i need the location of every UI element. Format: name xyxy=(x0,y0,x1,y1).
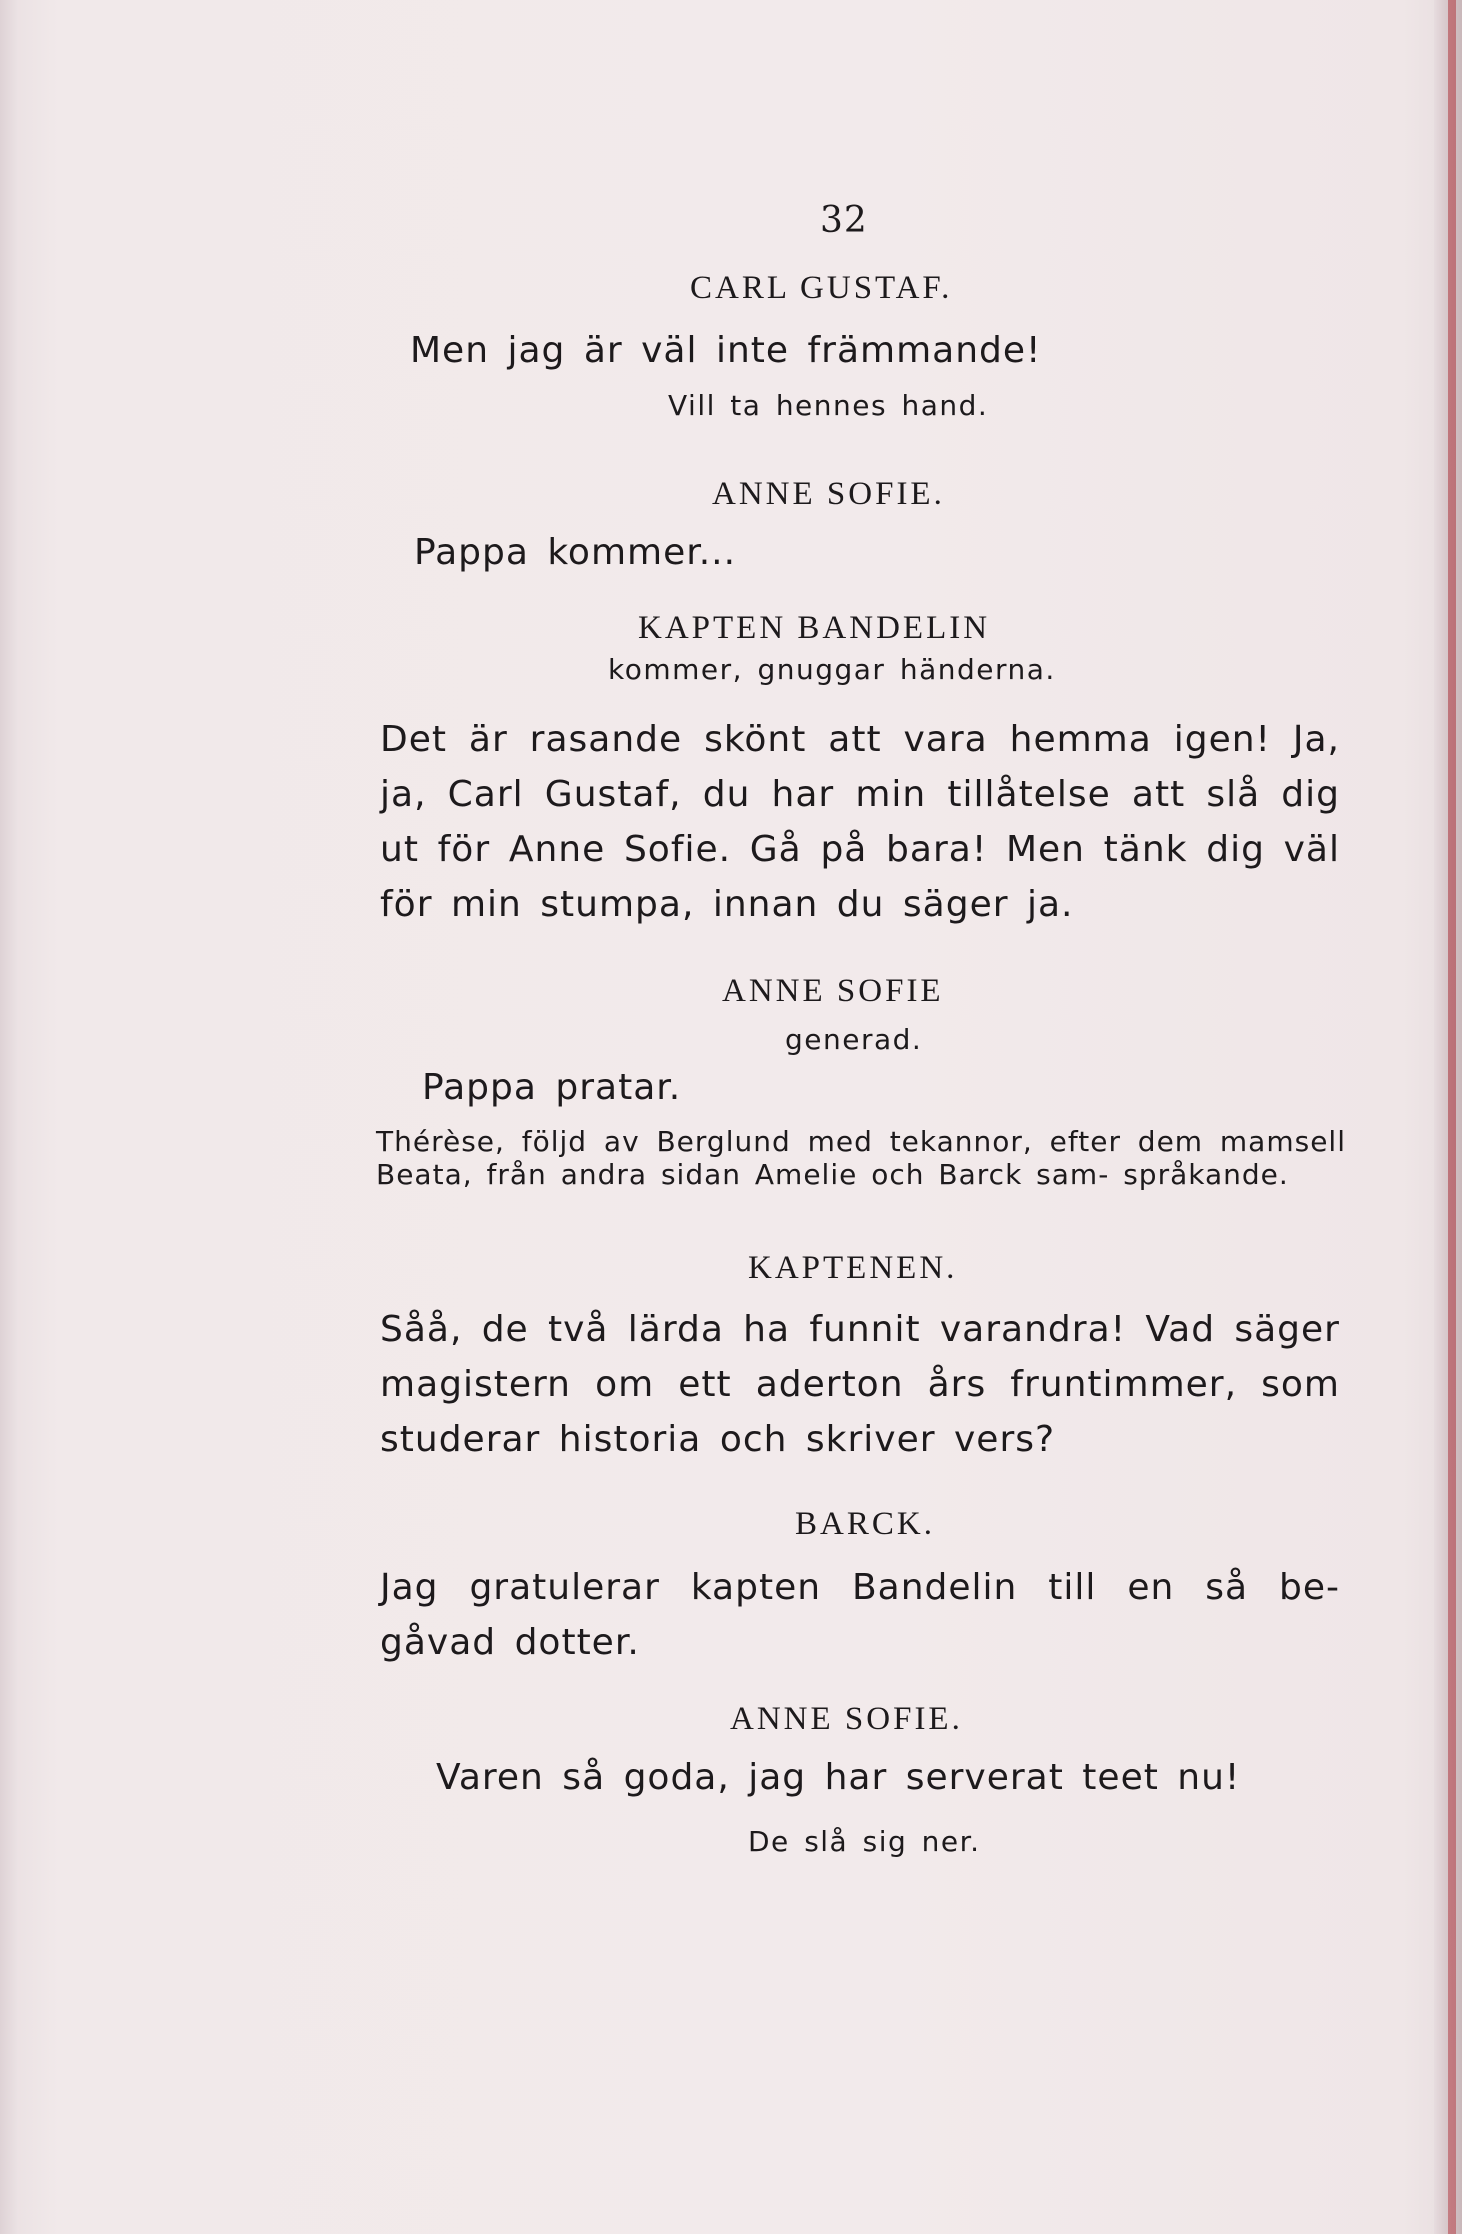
dialog-paragraph: Jag gratulerar kapten Bandelin till en så be- gåvad dotter. xyxy=(380,1567,1340,1663)
dialog-line: Men jag är väl inte främmande! xyxy=(410,330,1042,371)
speaker-anne-sofie: ANNE SOFIE xyxy=(722,973,944,1009)
stage-direction: Vill ta hennes hand. xyxy=(668,389,989,422)
speaker-barck: BARCK. xyxy=(795,1506,935,1542)
stage-direction: kommer, gnuggar händerna. xyxy=(608,653,1056,686)
stage-direction: generad. xyxy=(785,1023,923,1056)
dialog-line: Pappa pratar. xyxy=(422,1067,682,1108)
speaker-anne-sofie: ANNE SOFIE. xyxy=(730,1701,963,1737)
speaker-carl-gustaf: CARL GUSTAF. xyxy=(690,270,953,306)
book-binding-edge xyxy=(1448,0,1456,2234)
speaker-kaptenen: KAPTENEN. xyxy=(748,1250,958,1286)
stage-direction-block: Thérèse, följd av Berglund med tekannor, efter dem mamsell Beata, från andra sidan Amelie och Barck sam- språkande. xyxy=(376,1125,1346,1191)
dialog-line: Pappa kommer... xyxy=(414,532,737,573)
speaker-kapten-bandelin: KAPTEN BANDELIN xyxy=(638,610,991,646)
stage-direction: De slå sig ner. xyxy=(748,1825,981,1858)
page-number: 32 xyxy=(820,200,868,241)
dialog-paragraph: Såå, de två lärda ha funnit varandra! Vad säger magistern om ett aderton års fruntimmer, som studerar historia och skriver vers? xyxy=(380,1309,1340,1460)
page-left-edge xyxy=(0,0,18,2234)
dialog-line: Varen så goda, jag har serverat teet nu! xyxy=(436,1757,1241,1798)
speaker-anne-sofie: ANNE SOFIE. xyxy=(712,476,945,512)
dialog-paragraph: Det är rasande skönt att vara hemma igen! Ja, ja, Carl Gustaf, du har min tillåtelse att slå dig ut för Anne Sofie. Gå på bara! Men tänk dig väl för min stumpa, innan du säger ja. xyxy=(380,719,1340,925)
